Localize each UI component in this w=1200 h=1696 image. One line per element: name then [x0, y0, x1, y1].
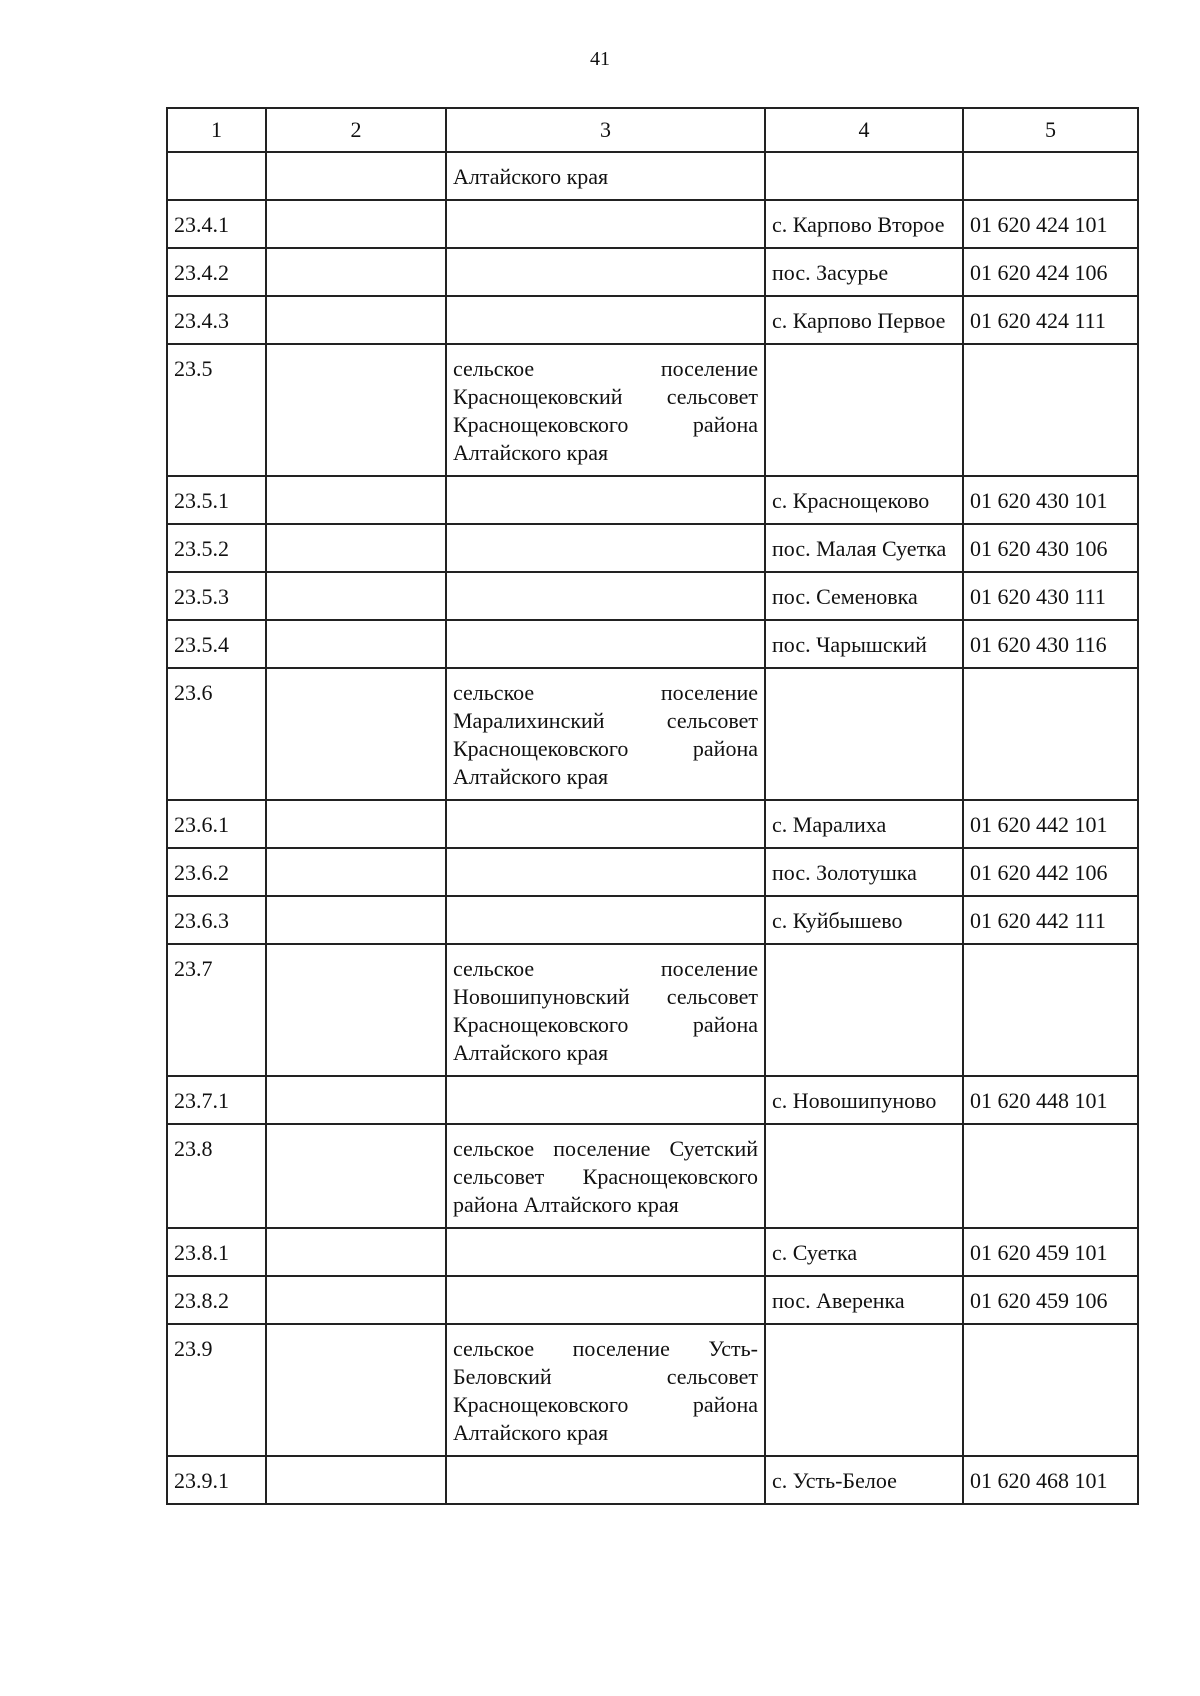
row-code-cell: 23.5.1	[167, 476, 266, 524]
municipality-cell	[446, 248, 765, 296]
settlement-cell	[765, 152, 963, 200]
municipality-cell: сельское поселение Маралихинский сельсовет Краснощековского района Алтайского края	[446, 668, 765, 800]
settlement-cell	[765, 1324, 963, 1456]
settlement-cell	[765, 1124, 963, 1228]
oktmo-code-cell	[963, 1324, 1138, 1456]
oktmo-code-cell: 01 620 442 111	[963, 896, 1138, 944]
settlement-cell: пос. Малая Суетка	[765, 524, 963, 572]
table-row	[167, 1276, 1138, 1324]
column-2-cell	[266, 1276, 446, 1324]
municipality-cell	[446, 524, 765, 572]
municipality-cell	[446, 572, 765, 620]
table-row	[167, 200, 1138, 248]
oktmo-code-cell: 01 620 459 106	[963, 1276, 1138, 1324]
row-code-cell: 23.6.3	[167, 896, 266, 944]
table-row	[167, 848, 1138, 896]
row-code-cell: 23.6.1	[167, 800, 266, 848]
municipality-cell	[446, 1228, 765, 1276]
table-row	[167, 152, 1138, 200]
municipality-cell	[446, 296, 765, 344]
oktmo-code-cell: 01 620 442 106	[963, 848, 1138, 896]
table-row	[167, 944, 1138, 1076]
column-2-cell	[266, 848, 446, 896]
oktmo-code-cell	[963, 944, 1138, 1076]
oktmo-code-cell: 01 620 424 111	[963, 296, 1138, 344]
table-row	[167, 1324, 1138, 1456]
column-2-cell	[266, 200, 446, 248]
municipality-cell	[446, 800, 765, 848]
row-code-cell: 23.5.4	[167, 620, 266, 668]
settlement-cell: с. Усть-Белое	[765, 1456, 963, 1504]
row-code-cell	[167, 152, 266, 200]
column-2-cell	[266, 344, 446, 476]
row-code-cell: 23.6.2	[167, 848, 266, 896]
column-2-cell	[266, 152, 446, 200]
table-row	[167, 1076, 1138, 1124]
municipality-cell: сельское поселение Краснощековский сельсовет Краснощековского района Алтайского края	[446, 344, 765, 476]
table-row	[167, 572, 1138, 620]
oktmo-code-cell	[963, 152, 1138, 200]
row-code-cell: 23.8	[167, 1124, 266, 1228]
row-code-cell: 23.8.2	[167, 1276, 266, 1324]
oktmo-code-cell: 01 620 430 111	[963, 572, 1138, 620]
row-code-cell: 23.7	[167, 944, 266, 1076]
row-code-cell: 23.6	[167, 668, 266, 800]
settlement-cell: пос. Засурье	[765, 248, 963, 296]
settlement-cell: с. Куйбышево	[765, 896, 963, 944]
table-row	[167, 896, 1138, 944]
column-2-cell	[266, 572, 446, 620]
municipality-cell	[446, 848, 765, 896]
oktmo-code-cell: 01 620 430 106	[963, 524, 1138, 572]
table-row	[167, 1124, 1138, 1228]
row-code-cell: 23.4.3	[167, 296, 266, 344]
municipality-cell	[446, 200, 765, 248]
column-2-cell	[266, 1228, 446, 1276]
table-row	[167, 344, 1138, 476]
table-row	[167, 1456, 1138, 1504]
header-cell: 4	[765, 108, 963, 152]
municipality-cell	[446, 476, 765, 524]
column-2-cell	[266, 1456, 446, 1504]
settlement-cell: с. Новошипуново	[765, 1076, 963, 1124]
column-2-cell	[266, 1124, 446, 1228]
row-code-cell: 23.5.2	[167, 524, 266, 572]
municipality-cell: Алтайского края	[446, 152, 765, 200]
settlement-cell	[765, 344, 963, 476]
table-row	[167, 476, 1138, 524]
column-2-cell	[266, 296, 446, 344]
settlement-cell: с. Маралиха	[765, 800, 963, 848]
oktmo-code-cell: 01 620 430 101	[963, 476, 1138, 524]
column-2-cell	[266, 944, 446, 1076]
row-code-cell: 23.8.1	[167, 1228, 266, 1276]
municipality-cell	[446, 1456, 765, 1504]
table-row	[167, 248, 1138, 296]
settlement-cell	[765, 668, 963, 800]
oktmo-code-cell	[963, 668, 1138, 800]
oktmo-code-cell: 01 620 448 101	[963, 1076, 1138, 1124]
table-body	[167, 108, 1138, 1504]
table-row	[167, 668, 1138, 800]
municipality-cell	[446, 896, 765, 944]
column-2-cell	[266, 668, 446, 800]
settlement-cell: с. Карпово Первое	[765, 296, 963, 344]
settlement-cell: пос. Аверенка	[765, 1276, 963, 1324]
header-cell: 2	[266, 108, 446, 152]
row-code-cell: 23.4.1	[167, 200, 266, 248]
column-2-cell	[266, 1076, 446, 1124]
municipality-cell: сельское поселение Новошипуновский сельсовет Краснощековского района Алтайского края	[446, 944, 765, 1076]
header-cell: 3	[446, 108, 765, 152]
oktmo-code-cell: 01 620 424 106	[963, 248, 1138, 296]
municipality-cell: сельское поселение Суетский сельсовет Краснощековского района Алтайского края	[446, 1124, 765, 1228]
municipality-cell	[446, 620, 765, 668]
settlement-cell: с. Карпово Второе	[765, 200, 963, 248]
column-2-cell	[266, 800, 446, 848]
column-2-cell	[266, 476, 446, 524]
row-code-cell: 23.5.3	[167, 572, 266, 620]
settlement-cell: с. Суетка	[765, 1228, 963, 1276]
settlement-cell: пос. Чарышский	[765, 620, 963, 668]
settlements-table	[166, 107, 1139, 1505]
oktmo-code-cell: 01 620 459 101	[963, 1228, 1138, 1276]
municipality-cell	[446, 1276, 765, 1324]
row-code-cell: 23.9	[167, 1324, 266, 1456]
oktmo-code-cell	[963, 1124, 1138, 1228]
page-number: 41	[590, 48, 610, 70]
column-2-cell	[266, 620, 446, 668]
settlement-cell: с. Краснощеково	[765, 476, 963, 524]
oktmo-code-cell: 01 620 430 116	[963, 620, 1138, 668]
settlement-cell	[765, 944, 963, 1076]
row-code-cell: 23.4.2	[167, 248, 266, 296]
column-2-cell	[266, 524, 446, 572]
header-cell: 5	[963, 108, 1138, 152]
table-row	[167, 1228, 1138, 1276]
row-code-cell: 23.9.1	[167, 1456, 266, 1504]
municipality-cell: сельское поселение Усть-Беловский сельсовет Краснощековского района Алтайского края	[446, 1324, 765, 1456]
table-row	[167, 296, 1138, 344]
settlement-cell: пос. Семеновка	[765, 572, 963, 620]
column-2-cell	[266, 896, 446, 944]
table-row	[167, 800, 1138, 848]
row-code-cell: 23.7.1	[167, 1076, 266, 1124]
table-header-row	[167, 108, 1138, 152]
oktmo-code-cell: 01 620 424 101	[963, 200, 1138, 248]
column-2-cell	[266, 248, 446, 296]
oktmo-code-cell: 01 620 442 101	[963, 800, 1138, 848]
settlement-cell: пос. Золотушка	[765, 848, 963, 896]
column-2-cell	[266, 1324, 446, 1456]
table-row	[167, 620, 1138, 668]
municipality-cell	[446, 1076, 765, 1124]
oktmo-code-cell: 01 620 468 101	[963, 1456, 1138, 1504]
oktmo-code-cell	[963, 344, 1138, 476]
table-row	[167, 524, 1138, 572]
row-code-cell: 23.5	[167, 344, 266, 476]
header-cell: 1	[167, 108, 266, 152]
